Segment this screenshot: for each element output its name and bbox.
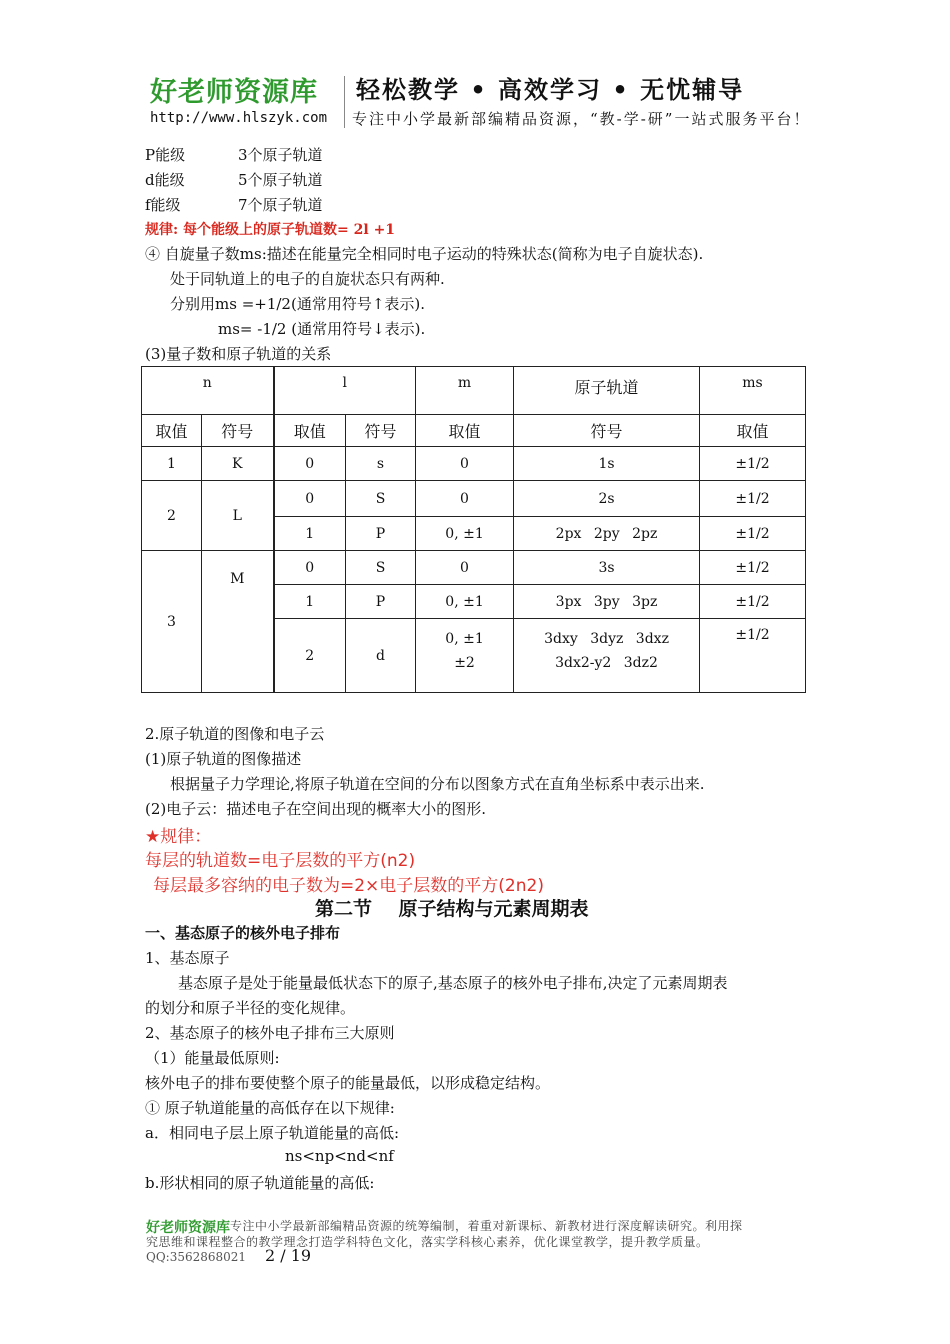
cell-l: 0 [274,551,346,585]
header-ms: ms [700,367,806,415]
section-heading: 一、基态原子的核外电子排布 [145,924,341,942]
spin-line: ms= -1/2 (通常用符号↓表示). [218,320,426,338]
cell-ms: ±1/2 [700,481,806,517]
spin-line: 处于同轨道上的电子的自旋状态只有两种. [170,270,445,288]
cell-m: 0, ±1 [416,585,514,619]
cell-l-symbol: P [346,585,416,619]
header-n: n [142,367,274,415]
header-tagline: 专注中小学最新部编精品资源，“教-学-研”一站式服务平台！ [352,110,811,128]
cell-orbital-line: 3dxy 3dyz 3dxz [544,631,669,647]
orbital-level: d能级 [145,171,185,189]
subsection-title: (1)原子轨道的图像描述 [145,750,302,768]
orbital-count: 3个原子轨道 [238,146,323,164]
cell-l-symbol: S [346,481,416,517]
col-symbol: 符号 [514,415,700,447]
paragraph: ① 原子轨道能量的高低存在以下规律: [145,1099,395,1117]
quantum-number-table [141,366,806,693]
cell-l: 1 [274,517,346,551]
cell-ms: ±1/2 [700,517,806,551]
cell-l: 1 [274,585,346,619]
footer-text: 究思维和课程整合的教学理念打造学科特色文化，落实学科核心素养，优化课堂教学，提升教学质量。 [146,1235,709,1249]
paragraph: 2、基态原子的核外电子排布三大原则 [145,1024,395,1042]
cell-m: 0, ±1 [416,517,514,551]
cell-l: 2 [274,619,346,693]
paragraph: （1）能量最低原则: [145,1049,280,1067]
cell-ms: ±1/2 [700,619,806,693]
page-number: 2 / 19 [265,1246,312,1265]
header-orbital: 原子轨道 [514,367,700,415]
cell-m-line: ±2 [454,655,475,671]
formula: ns<np<nd<nf [285,1147,394,1165]
paragraph: a．相同电子层上原子轨道能量的高低: [145,1124,399,1142]
cell-m: 0 [416,551,514,585]
cell-m-line: 0, ±1 [445,631,484,647]
cell-orbital-line: 3dx2-y2 3dz2 [555,655,658,671]
paragraph: 的划分和原子半径的变化规律。 [145,999,356,1017]
header-url[interactable]: http://www.hlszyk.com [150,110,328,126]
cell-l-symbol: S [346,551,416,585]
orbital-count: 5个原子轨道 [238,171,323,189]
cell-l-symbol: d [346,619,416,693]
cell-l-symbol: s [346,447,416,481]
cell-shell: M [202,551,274,693]
footer-brand: 好老师资源库 [146,1220,230,1236]
cell-m [416,619,514,693]
part-title: 2.原子轨道的图像和电子云 [145,725,325,743]
table-title: (3)量子数和原子轨道的关系 [145,345,332,363]
cell-orbital: 2s [514,481,700,517]
cell-n: 3 [142,551,202,693]
paragraph: 根据量子力学理论,将原子轨道在空间的分布以图象方式在直角坐标系中表示出来. [170,775,705,793]
orbital-level: f能级 [145,196,181,214]
table-row [142,447,806,481]
cell-ms: ±1/2 [700,585,806,619]
rule-orbital-count: 规律: 每个能级上的原子轨道数= 2l +1 [145,222,396,238]
cell-shell: L [202,481,274,551]
cell-shell: K [202,447,274,481]
cell-ms: ±1/2 [700,447,806,481]
cell-orbital: 3px 3py 3pz [514,585,700,619]
cell-m: 0 [416,481,514,517]
header-m: m [416,367,514,415]
cell-l: 0 [274,447,346,481]
footer-text: 专注中小学最新部编精品资源的统筹编制，着重对新课标、新教材进行深度解读研究。利用探 [230,1219,743,1233]
paragraph: 核外电子的排布要使整个原子的能量最低，以形成稳定结构。 [145,1074,551,1092]
cell-n: 1 [142,447,202,481]
orbital-count: 7个原子轨道 [238,196,323,214]
orbital-level: P能级 [145,146,186,164]
cell-m: 0 [416,447,514,481]
table-row [142,551,806,585]
col-symbol: 符号 [346,415,416,447]
cell-orbital: 3s [514,551,700,585]
paragraph: b.形状相同的原子轨道能量的高低: [145,1174,375,1192]
rule-heading: ★规律： [145,827,212,847]
cell-orbital: 2px 2py 2pz [514,517,700,551]
rule-line: 每层的轨道数=电子层数的平方(n2) [145,851,416,871]
col-symbol: 符号 [202,415,274,447]
spin-line: ④ 自旋量子数ms:描述在能量完全相同时电子运动的特殊状态(简称为电子自旋状态). [145,245,704,263]
col-value: 取值 [416,415,514,447]
table-row [142,481,806,517]
spin-line: 分别用ms =+1/2(通常用符号↑表示). [170,295,426,313]
paragraph: 基态原子是处于能量最低状态下的原子,基态原子的核外电子排布,决定了元素周期表 [178,974,728,992]
paragraph: 1、基态原子 [145,949,230,967]
cell-l: 0 [274,481,346,517]
cell-orbital: 1s [514,447,700,481]
header-slogan: 轻松教学 • 高效学习 • 无忧辅导 [356,76,745,104]
cell-l-symbol: P [346,517,416,551]
col-value: 取值 [274,415,346,447]
section-title: 第二节 原子结构与元素周期表 [315,898,589,920]
cell-orbital [514,619,700,693]
footer-qq: QQ:3562868021 [146,1250,247,1264]
col-value: 取值 [700,415,806,447]
cell-ms: ±1/2 [700,551,806,585]
subsection-title: (2)电子云：描述电子在空间出现的概率大小的图形. [145,800,487,818]
brand-logo-text: 好老师资源库 [150,77,318,108]
col-value: 取值 [142,415,202,447]
header-divider [344,76,345,128]
rule-line: 每层最多容纳的电子数为=2×电子层数的平方(2n2) [153,876,544,896]
cell-n: 2 [142,481,202,551]
header-l: l [274,367,416,415]
